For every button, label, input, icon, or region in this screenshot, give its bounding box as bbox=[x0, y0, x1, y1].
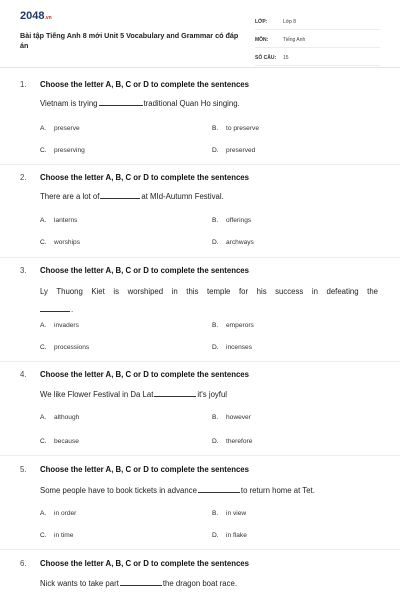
meta-class-row bbox=[255, 14, 380, 30]
question-sentence bbox=[40, 574, 378, 593]
option-d[interactable] bbox=[212, 438, 252, 445]
question-instruction: Choose the letter A, B, C or D to complete the sentences bbox=[40, 370, 249, 379]
option-text: preserved bbox=[226, 147, 256, 154]
option-d[interactable] bbox=[212, 344, 252, 351]
question-number: 5. bbox=[20, 465, 27, 474]
option-text: processions bbox=[54, 344, 90, 351]
option-a[interactable] bbox=[40, 125, 80, 132]
question-number: 3. bbox=[20, 266, 27, 275]
answer-blank bbox=[99, 98, 143, 106]
question-number: 1. bbox=[20, 80, 27, 89]
option-d[interactable] bbox=[212, 147, 255, 154]
option-text: therefore bbox=[226, 438, 253, 445]
option-letter: A. bbox=[40, 414, 47, 421]
option-letter: C. bbox=[40, 438, 47, 445]
sentence-after: traditional Quan Ho singing. bbox=[143, 99, 240, 108]
question-sentence bbox=[40, 385, 378, 404]
sentence-before: Vietnam is trying bbox=[40, 99, 98, 108]
meta-label: SỐ CÂU: bbox=[255, 54, 277, 61]
option-letter: B. bbox=[212, 322, 219, 329]
question-sentence bbox=[40, 481, 378, 500]
answer-blank bbox=[120, 578, 162, 586]
option-letter: A. bbox=[40, 125, 47, 132]
meta-label: LỚP: bbox=[255, 18, 268, 25]
header-divider bbox=[0, 67, 400, 68]
answer-blank bbox=[154, 389, 196, 397]
question-number: 6. bbox=[20, 559, 27, 568]
option-text: lanterns bbox=[54, 217, 78, 224]
logo-suffix: .vn bbox=[44, 15, 52, 21]
question-6 bbox=[0, 559, 400, 599]
option-letter: C. bbox=[40, 239, 47, 246]
sentence-before: Ly Thuong Kiet is worshiped in this temple for his success in defeating the bbox=[40, 287, 378, 296]
logo-text: 2048 bbox=[20, 10, 45, 22]
option-text: emperors bbox=[226, 322, 254, 329]
option-letter: D. bbox=[212, 147, 219, 154]
question-header bbox=[20, 465, 249, 474]
question-divider bbox=[0, 257, 400, 258]
question-header bbox=[20, 266, 249, 275]
option-text: archways bbox=[226, 239, 254, 246]
question-5 bbox=[0, 465, 400, 545]
sentence-after: . bbox=[71, 305, 74, 314]
question-2 bbox=[0, 173, 400, 253]
answer-blank bbox=[100, 191, 140, 199]
sentence-before: There are a lot of bbox=[40, 192, 100, 201]
option-b[interactable] bbox=[212, 510, 246, 517]
question-instruction: Choose the letter A, B, C or D to complete the sentences bbox=[40, 465, 249, 474]
option-b[interactable] bbox=[212, 414, 251, 421]
option-c[interactable] bbox=[40, 147, 85, 154]
page-header bbox=[0, 0, 400, 68]
option-d[interactable] bbox=[212, 532, 247, 539]
option-d[interactable] bbox=[212, 239, 254, 246]
option-b[interactable] bbox=[212, 125, 259, 132]
option-c[interactable] bbox=[40, 532, 73, 539]
question-instruction: Choose the letter A, B, C or D to complete the sentences bbox=[40, 266, 249, 275]
sentence-before: We like Flower Festival in Da Lat bbox=[40, 390, 154, 399]
option-text: worships bbox=[54, 239, 81, 246]
sentence-after: to return home at Tet. bbox=[240, 486, 315, 495]
question-sentence bbox=[40, 187, 378, 206]
question-header bbox=[20, 370, 249, 379]
option-text: in flake bbox=[226, 532, 247, 539]
option-text: in order bbox=[54, 510, 77, 517]
option-letter: B. bbox=[212, 414, 219, 421]
option-letter: B. bbox=[212, 125, 219, 132]
document-title: Bài tập Tiếng Anh 8 mới Unit 5 Vocabulary and Grammar có đáp án bbox=[20, 31, 239, 50]
sentence-after: it's joyful bbox=[197, 390, 228, 399]
answer-blank bbox=[198, 485, 240, 493]
question-4 bbox=[0, 370, 400, 452]
meta-value: Tiếng Anh bbox=[283, 36, 306, 43]
option-c[interactable] bbox=[40, 239, 80, 246]
option-a[interactable] bbox=[40, 414, 79, 421]
question-header bbox=[20, 173, 249, 182]
sentence-after: at MId-Autumn Festival. bbox=[141, 192, 224, 201]
option-text: invaders bbox=[54, 322, 79, 329]
meta-value: 15 bbox=[283, 54, 289, 61]
option-letter: D. bbox=[212, 532, 219, 539]
document-meta bbox=[255, 14, 380, 68]
option-letter: B. bbox=[212, 510, 219, 517]
question-divider bbox=[0, 164, 400, 165]
question-instruction: Choose the letter A, B, C or D to complete the sentences bbox=[40, 559, 249, 568]
site-logo[interactable] bbox=[20, 10, 52, 22]
question-sentence-continued bbox=[40, 300, 378, 319]
meta-count-row bbox=[255, 50, 380, 66]
option-text: in time bbox=[54, 532, 74, 539]
sentence-after: the dragon boat race. bbox=[162, 579, 237, 588]
answer-blank bbox=[40, 304, 70, 312]
question-3 bbox=[0, 266, 400, 361]
option-text: although bbox=[54, 414, 80, 421]
option-text: because bbox=[54, 438, 79, 445]
question-divider bbox=[0, 455, 400, 456]
option-letter: D. bbox=[212, 344, 219, 351]
option-c[interactable] bbox=[40, 438, 79, 445]
question-instruction: Choose the letter A, B, C or D to complete the sentences bbox=[40, 80, 249, 89]
option-text: offerings bbox=[226, 217, 252, 224]
option-a[interactable] bbox=[40, 510, 76, 517]
option-letter: C. bbox=[40, 532, 47, 539]
meta-value: Lớp 8 bbox=[283, 18, 297, 25]
question-number: 4. bbox=[20, 370, 27, 379]
option-letter: A. bbox=[40, 217, 47, 224]
option-a[interactable] bbox=[40, 217, 77, 224]
option-text: preserving bbox=[54, 147, 85, 154]
option-letter: A. bbox=[40, 510, 47, 517]
option-letter: D. bbox=[212, 239, 219, 246]
option-letter: C. bbox=[40, 344, 47, 351]
sentence-before: Nick wants to take part bbox=[40, 579, 119, 588]
option-text: however bbox=[226, 414, 251, 421]
option-text: preserve bbox=[54, 125, 80, 132]
question-divider bbox=[0, 361, 400, 362]
question-sentence bbox=[40, 94, 378, 113]
meta-subject-row bbox=[255, 32, 380, 48]
question-sentence bbox=[40, 282, 378, 301]
question-divider bbox=[0, 549, 400, 550]
option-letter: A. bbox=[40, 322, 47, 329]
meta-label: MÔN: bbox=[255, 36, 269, 43]
question-header bbox=[20, 559, 249, 568]
sentence-before: Some people have to book tickets in advance bbox=[40, 486, 197, 495]
option-letter: C. bbox=[40, 147, 47, 154]
question-header bbox=[20, 80, 249, 89]
option-text: to preserve bbox=[226, 125, 259, 132]
option-b[interactable] bbox=[212, 217, 251, 224]
question-1 bbox=[0, 80, 400, 160]
option-text: in view bbox=[226, 510, 247, 517]
question-instruction: Choose the letter A, B, C or D to complete the sentences bbox=[40, 173, 249, 182]
option-letter: B. bbox=[212, 217, 219, 224]
option-c[interactable] bbox=[40, 344, 89, 351]
option-letter: D. bbox=[212, 438, 219, 445]
option-a[interactable] bbox=[40, 322, 79, 329]
question-number: 2. bbox=[20, 173, 27, 182]
option-b[interactable] bbox=[212, 322, 254, 329]
option-text: incenses bbox=[226, 344, 253, 351]
